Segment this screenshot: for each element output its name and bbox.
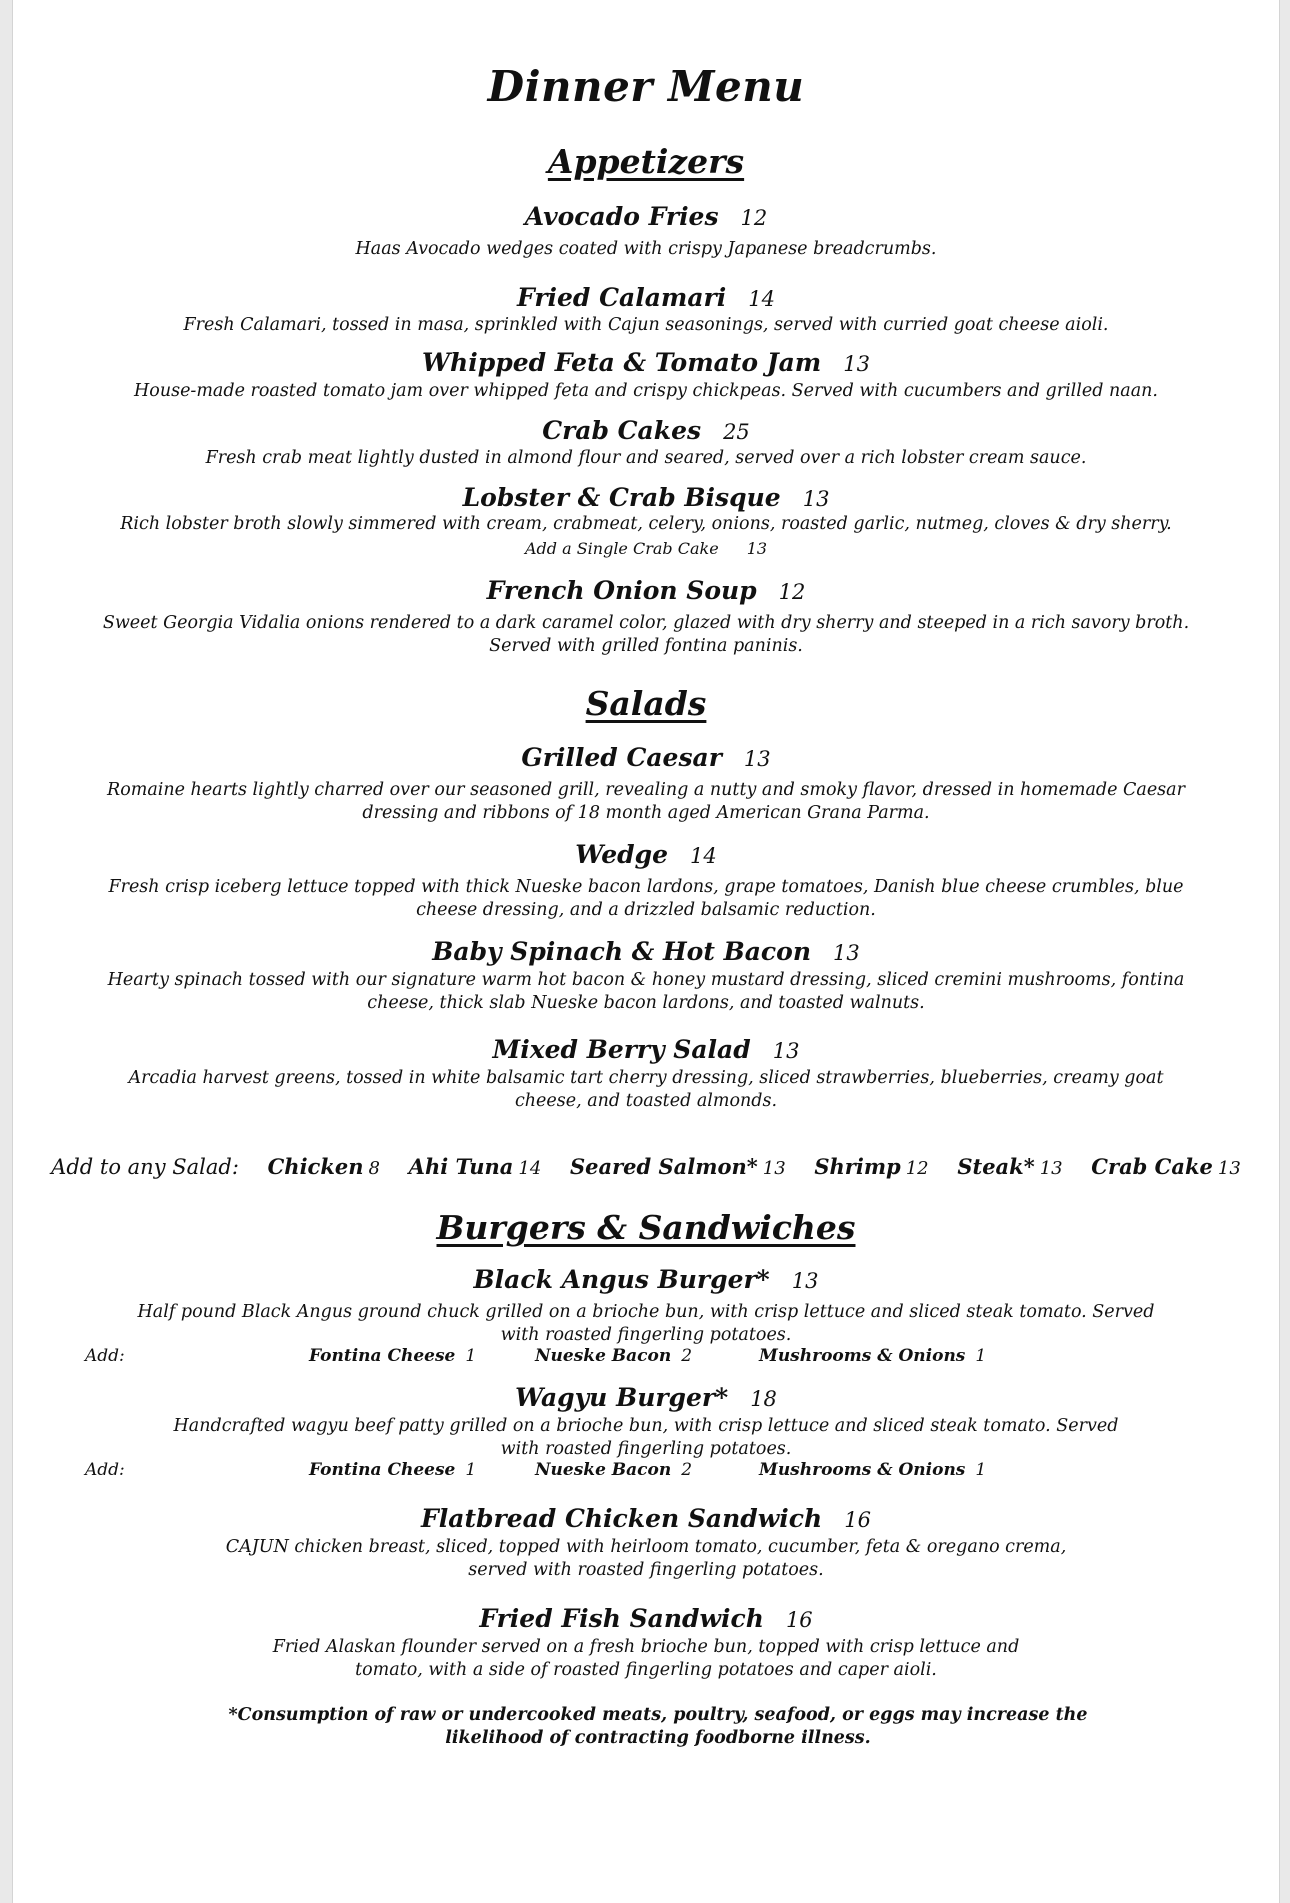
menu-item-name: French Onion Soup 12 bbox=[486, 576, 806, 605]
menu-item-price: 13 bbox=[743, 747, 771, 771]
menu-item-description: House-made roasted tomato jam over whipped feta and crispy chickpeas. Served with cucumbers and grilled naan. bbox=[134, 381, 1158, 401]
menu-item-description: Romaine hearts lightly charred over our seasoned grill, revealing a nutty and smoky flavor, dressed in homemade Caesar dressing and ribbons of 18 month aged American Grana Parma. bbox=[107, 780, 1185, 823]
burger-add-option: Fontina Cheese 1 bbox=[309, 1346, 477, 1366]
menu-item-name: Crab Cakes 25 bbox=[542, 416, 750, 445]
menu-item-description: Haas Avocado wedges coated with crispy Japanese breadcrumbs. bbox=[355, 239, 937, 259]
menu-item-description: Rich lobster broth slowly simmered with cream, crabmeat, celery, onions, roasted garlic, nutmeg, cloves & dry sherry. bbox=[120, 514, 1172, 534]
salad-add-option: Steak* 13 bbox=[957, 1154, 1063, 1179]
menu-item-price: 25 bbox=[723, 420, 750, 444]
menu-item-price: 13 bbox=[772, 1039, 800, 1063]
menu-item-description: Fresh crab meat lightly dusted in almond flour and seared, served over a rich lobster cream sauce. bbox=[205, 448, 1087, 468]
menu-item-description: Half pound Black Angus ground chuck grilled on a brioche bun, with crisp lettuce and sliced steak tomato. Served with roasted fingerling potatoes. bbox=[137, 1302, 1155, 1345]
add-on-price: 13 bbox=[746, 539, 768, 558]
section-heading-salads: Salads bbox=[585, 684, 707, 723]
menu-item-name: Whipped Feta & Tomato Jam 13 bbox=[421, 348, 870, 377]
menu-item-description: Hearty spinach tossed with our signature warm hot bacon & honey mustard dressing, sliced cremini mushrooms, fontina cheese, thick slab Nueske bacon lardons, and toasted walnuts. bbox=[107, 970, 1185, 1013]
salad-add-label: Add to any Salad: bbox=[51, 1155, 239, 1179]
menu-item-price: 18 bbox=[750, 1387, 777, 1411]
salad-add-option: Crab Cake 13 bbox=[1091, 1154, 1241, 1179]
menu-item-description: Arcadia harvest greens, tossed in white balsamic tart cherry dressing, sliced strawberries, blueberries, creamy goat cheese, and toasted almonds. bbox=[128, 1068, 1164, 1111]
menu-item-price: 14 bbox=[748, 287, 775, 311]
add-on-label: Add a Single Crab Cake bbox=[524, 539, 719, 558]
menu-item-description: Fried Alaskan flounder served on a fresh brioche bun, topped with crisp lettuce and tomato, with a side of roasted fingerling potatoes and caper aioli. bbox=[272, 1637, 1020, 1680]
menu-item-name: Baby Spinach & Hot Bacon 13 bbox=[432, 937, 860, 966]
salad-add-option: Ahi Tuna 14 bbox=[408, 1154, 542, 1179]
section-heading-burgers-sandwiches: Burgers & Sandwiches bbox=[436, 1208, 856, 1247]
burger-add-option: Nueske Bacon 2 bbox=[535, 1460, 693, 1480]
salad-add-option: Shrimp 12 bbox=[814, 1154, 929, 1179]
menu-item-price: 16 bbox=[785, 1608, 813, 1632]
add-on-line bbox=[13, 537, 1279, 560]
burger-add-option: Nueske Bacon 2 bbox=[535, 1346, 693, 1366]
menu-item-description: Handcrafted wagyu beef patty grilled on a brioche bun, with crisp lettuce and sliced steak tomato. Served with roasted fingerling potatoes. bbox=[173, 1416, 1119, 1459]
menu-item-name: Black Angus Burger* 13 bbox=[473, 1265, 819, 1294]
salad-add-ons bbox=[13, 1154, 1279, 1179]
menu-item-name: Lobster & Crab Bisque 13 bbox=[462, 483, 830, 512]
menu-item-name: Avocado Fries 12 bbox=[524, 202, 768, 231]
menu-item-name: Fried Fish Sandwich 16 bbox=[479, 1604, 813, 1633]
salad-add-option: Chicken 8 bbox=[267, 1154, 380, 1179]
burger-add-label: Add: bbox=[85, 1346, 125, 1366]
menu-item-name: Wedge 14 bbox=[575, 840, 717, 869]
menu-item-price: 16 bbox=[844, 1508, 871, 1532]
salad-add-option: Seared Salmon* 13 bbox=[569, 1154, 786, 1179]
page-title: Dinner Menu bbox=[487, 62, 805, 111]
menu-page bbox=[12, 0, 1280, 1903]
menu-item-name: Flatbread Chicken Sandwich 16 bbox=[421, 1504, 871, 1533]
menu-item-price: 12 bbox=[740, 206, 768, 230]
section-heading-appetizers: Appetizers bbox=[547, 142, 745, 181]
menu-item-description: Fresh Calamari, tossed in masa, sprinkled with Cajun seasonings, served with curried goat cheese aioli. bbox=[183, 315, 1109, 335]
burger-add-option: Mushrooms & Onions 1 bbox=[759, 1346, 987, 1366]
menu-item-name: Wagyu Burger* 18 bbox=[515, 1383, 777, 1412]
burger-add-option: Mushrooms & Onions 1 bbox=[759, 1460, 987, 1480]
health-disclaimer: *Consumption of raw or undercooked meats, poultry, seafood, or eggs may increase the likelihood of contracting foodborne illness. bbox=[228, 1705, 1088, 1748]
menu-item-name: Fried Calamari 14 bbox=[517, 283, 775, 312]
menu-item-description: Sweet Georgia Vidalia onions rendered to a dark caramel color, glazed with dry sherry and steeped in a rich savory broth. Served with grilled fontina paninis. bbox=[102, 613, 1190, 656]
menu-item-description: Fresh crisp iceberg lettuce topped with thick Nueske bacon lardons, grape tomatoes, Danish blue cheese crumbles, blue cheese dressing, and a drizzled balsamic reduction. bbox=[108, 877, 1184, 920]
menu-item-price: 13 bbox=[802, 487, 830, 511]
burger-add-label: Add: bbox=[85, 1460, 125, 1480]
burger-add-option: Fontina Cheese 1 bbox=[309, 1460, 477, 1480]
menu-item-description: CAJUN chicken breast, sliced, topped with heirloom tomato, cucumber, feta & oregano crema, served with roasted fingerling potatoes. bbox=[225, 1537, 1067, 1580]
menu-item-name: Grilled Caesar 13 bbox=[521, 743, 771, 772]
menu-item-name: Mixed Berry Salad 13 bbox=[492, 1035, 800, 1064]
menu-item-price: 13 bbox=[843, 352, 870, 376]
menu-item-price: 14 bbox=[690, 844, 717, 868]
menu-item-price: 13 bbox=[833, 941, 860, 965]
menu-item-price: 13 bbox=[791, 1269, 819, 1293]
menu-item-price: 12 bbox=[778, 580, 806, 604]
